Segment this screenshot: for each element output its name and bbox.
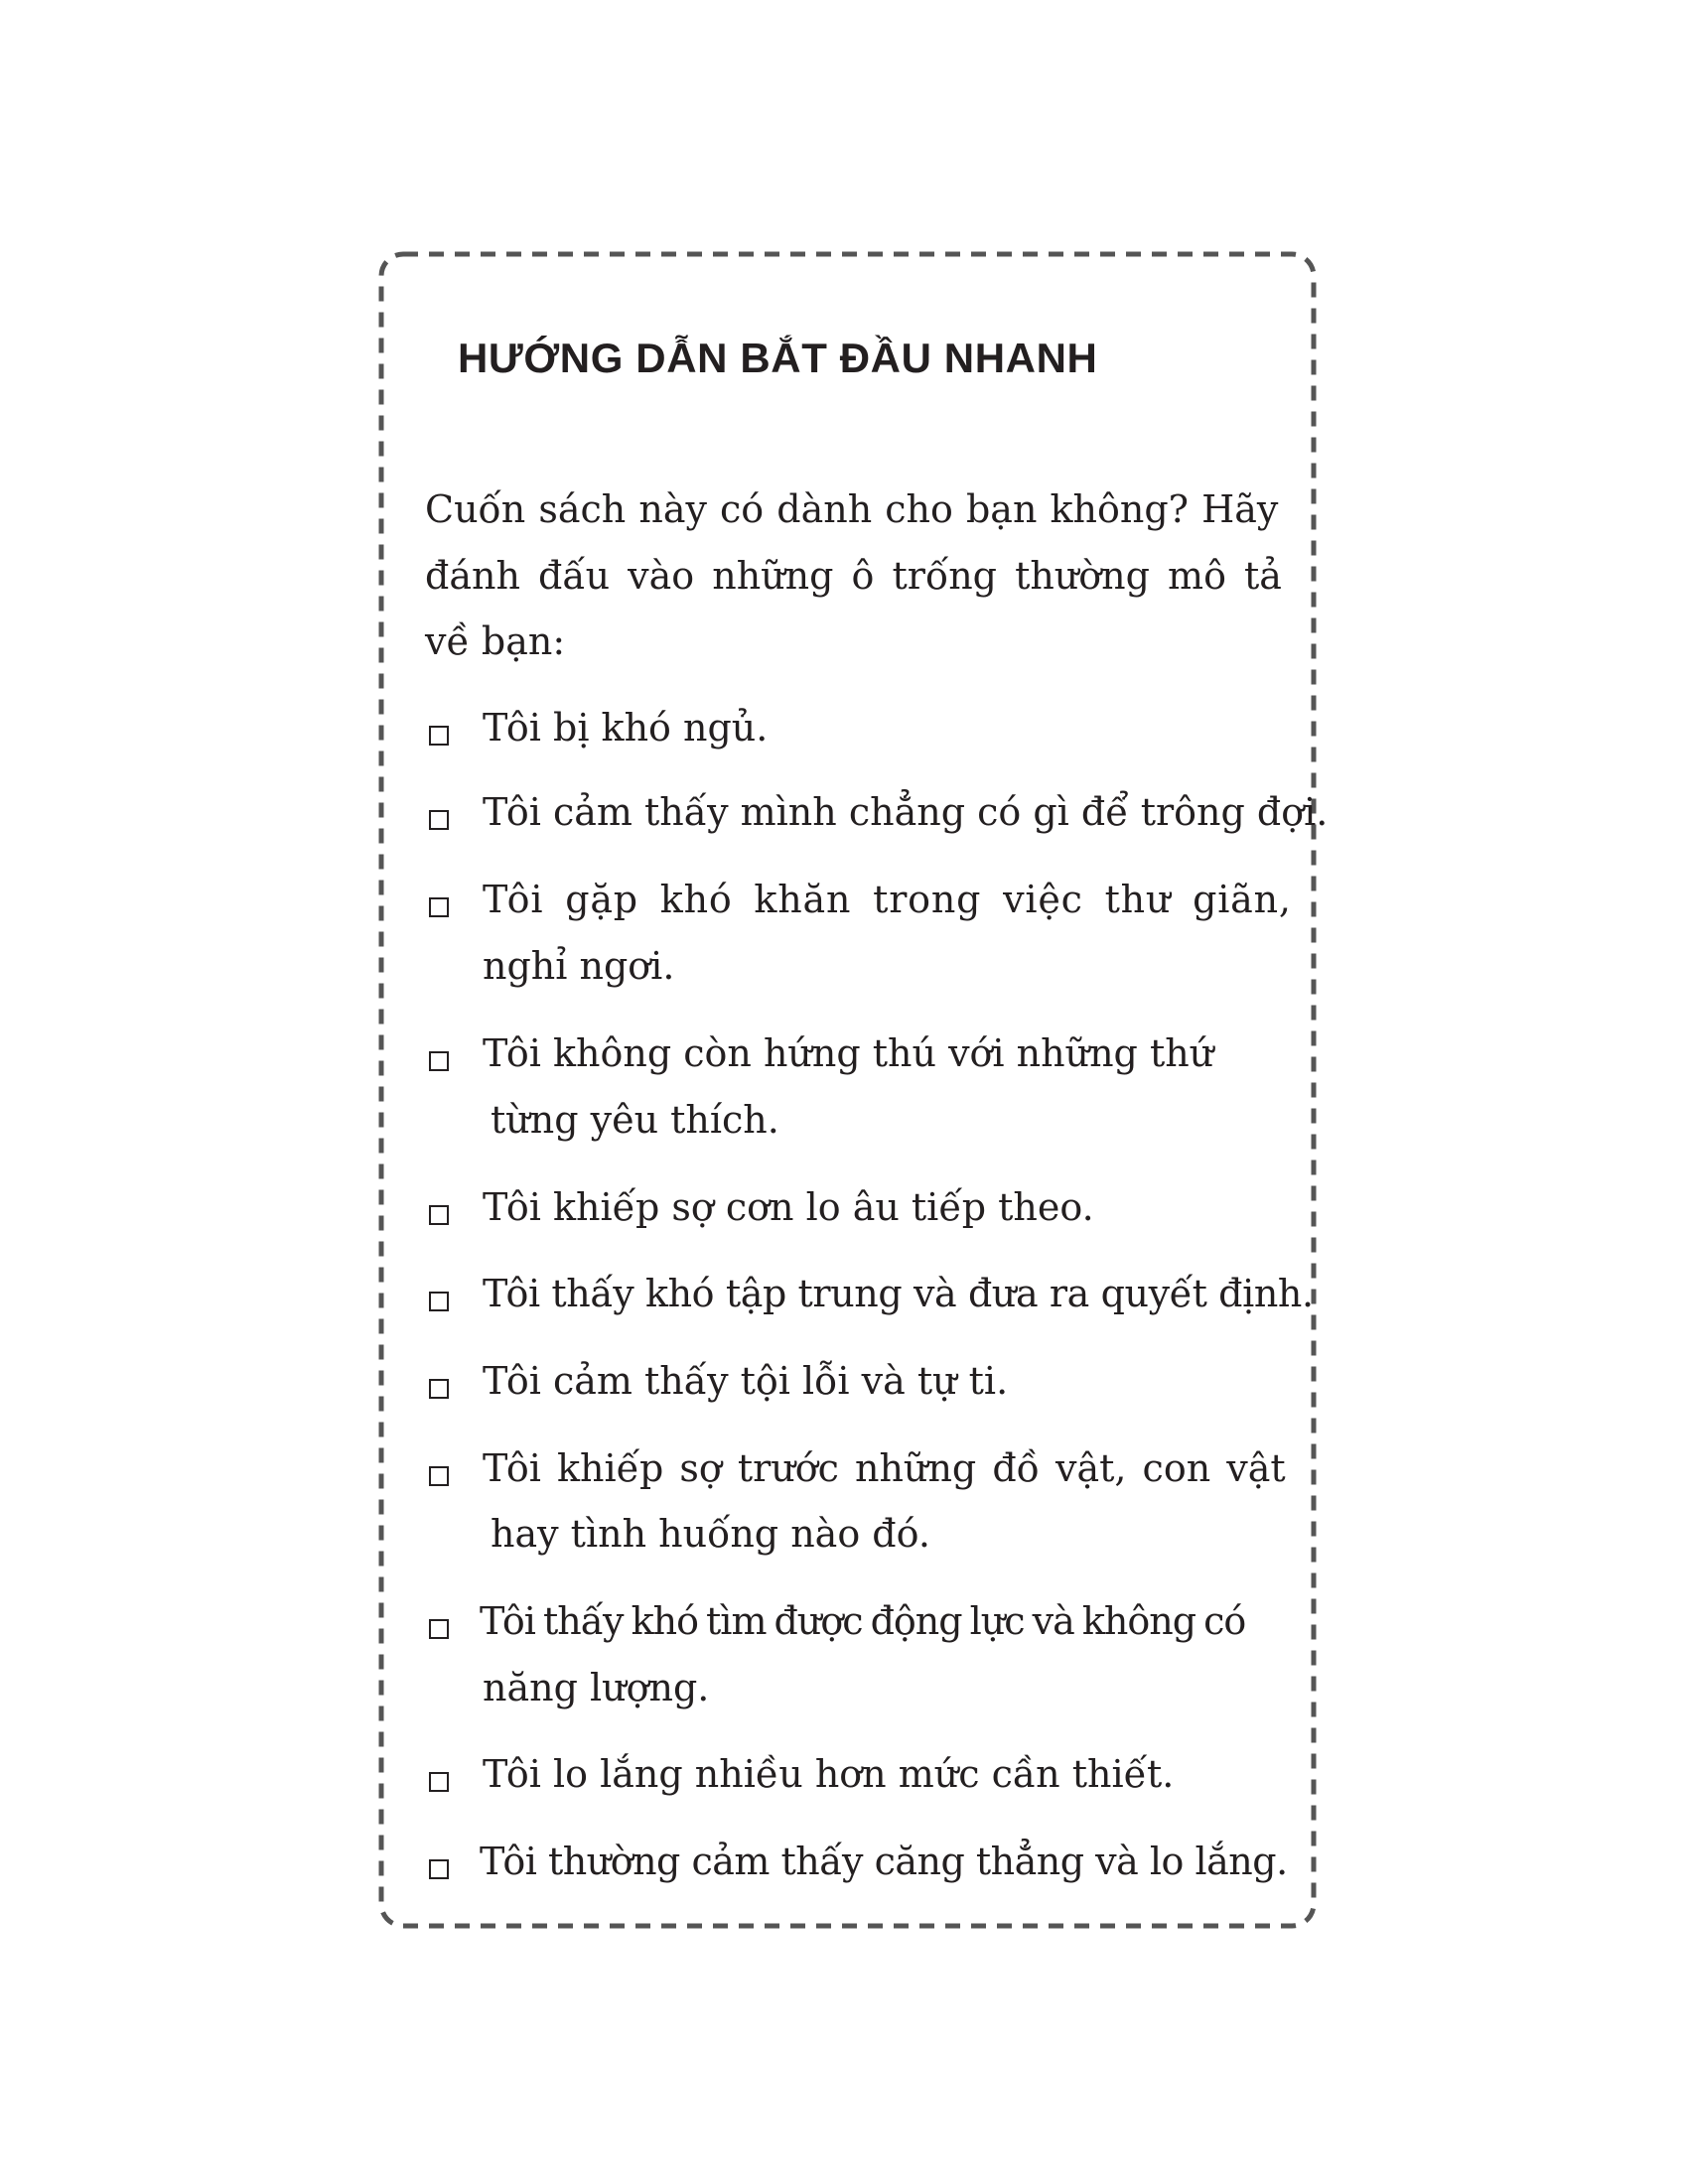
- intro-line: đánh đấu vào những ô trống thường mô tả: [425, 554, 1282, 598]
- checklist-item-text-continued: hay tình huống nào đó.: [491, 1512, 930, 1556]
- checkbox-icon[interactable]: [429, 726, 449, 746]
- checklist-item-text: Tôi cảm thấy mình chẳng có gì để trông đợi.: [483, 790, 1329, 834]
- checkbox-icon[interactable]: [429, 1292, 449, 1311]
- checklist-item-text: Tôi thấy khó tìm được động lực và không có: [480, 1599, 1246, 1643]
- checkbox-icon[interactable]: [429, 1379, 449, 1399]
- checkbox-icon[interactable]: [429, 1466, 449, 1486]
- checklist-item-text: Tôi gặp khó khăn trong việc thư giãn,: [483, 878, 1292, 921]
- checkbox-icon[interactable]: [429, 1772, 449, 1792]
- checklist-item-text: Tôi cảm thấy tội lỗi và tự ti.: [483, 1359, 1009, 1403]
- checklist-item-text: Tôi thường cảm thấy căng thẳng và lo lắng.: [480, 1840, 1288, 1883]
- checklist-item-text: Tôi không còn hứng thú với những thứ: [483, 1031, 1214, 1075]
- checkbox-icon[interactable]: [429, 1859, 449, 1879]
- checklist-item-text: Tôi lo lắng nhiều hơn mức cần thiết.: [483, 1752, 1175, 1796]
- section-title: HƯỚNG DẪN BẮT ĐẦU NHANH: [458, 335, 1098, 381]
- checklist-item-text: Tôi thấy khó tập trung và đưa ra quyết định.: [483, 1272, 1314, 1315]
- intro-line: Cuốn sách này có dành cho bạn không? Hãy: [425, 487, 1279, 531]
- checklist-item-text: Tôi bị khó ngủ.: [483, 706, 769, 750]
- checkbox-icon[interactable]: [429, 1205, 449, 1225]
- intro-line: về bạn:: [425, 619, 566, 663]
- checkbox-icon[interactable]: [429, 897, 449, 917]
- checklist-item-text: Tôi khiếp sợ trước những đồ vật, con vật: [483, 1446, 1286, 1490]
- checklist-item-text-continued: từng yêu thích.: [491, 1098, 779, 1142]
- checkbox-icon[interactable]: [429, 810, 449, 830]
- checklist-item-text: Tôi khiếp sợ cơn lo âu tiếp theo.: [483, 1185, 1094, 1229]
- checkbox-icon[interactable]: [429, 1051, 449, 1071]
- checklist-item-text-continued: năng lượng.: [483, 1666, 710, 1709]
- checkbox-icon[interactable]: [429, 1619, 449, 1639]
- checklist-item-text-continued: nghỉ ngơi.: [483, 944, 675, 988]
